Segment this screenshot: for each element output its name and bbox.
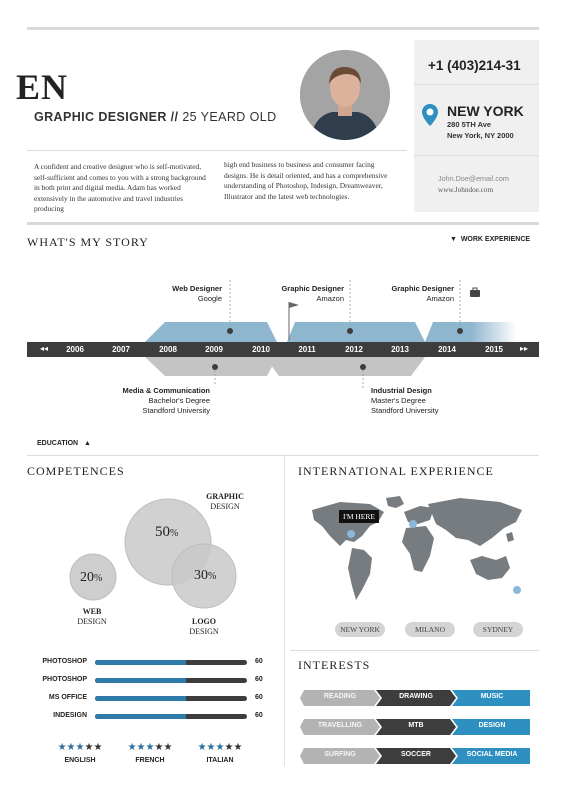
circle-value-web: 20% [80, 570, 103, 585]
interest-label: DRAWING [399, 693, 433, 700]
skill-bars [27, 657, 277, 729]
interests-title: INTERESTS [298, 658, 371, 672]
interest-label: SOCIAL MEDIA [466, 751, 518, 758]
interest-label: MUSIC [480, 693, 504, 700]
address-city: New York, NY 2000 [447, 131, 514, 140]
triangle-up-icon: ▲ [83, 440, 91, 447]
timeline-year: 2015 [485, 345, 503, 354]
education-period-bar [265, 357, 425, 376]
story-title: WHAT'S MY STORY [27, 235, 149, 249]
education-school: Standford University [142, 406, 210, 415]
education-school: Standford University [371, 406, 439, 415]
column-divider [284, 456, 285, 766]
skill-value: 60 [255, 694, 263, 701]
top-rule [27, 27, 539, 30]
circle-value-graphic: 50% [155, 524, 179, 540]
star-icon: ★ [75, 742, 85, 753]
education-toggle[interactable] [37, 440, 91, 447]
timeline-year: 2011 [298, 345, 316, 354]
interest-label: SURFING [324, 751, 356, 758]
skill-bar-track [95, 714, 247, 719]
star-icon: ★ [224, 742, 234, 753]
star-icon: ★ [163, 742, 173, 753]
work-period-bar [425, 322, 517, 342]
contact-divider-2 [414, 155, 539, 156]
avatar [300, 50, 390, 140]
star-icon: ★ [154, 742, 164, 753]
interest-label: MTB [408, 722, 424, 729]
header-divider [27, 150, 407, 151]
skill-value: 60 [255, 712, 263, 719]
star-icon: ★ [127, 742, 137, 753]
map-marker-tooltip: I'M HERE [339, 510, 379, 523]
timeline-years [0, 345, 566, 357]
language-rating [190, 740, 250, 770]
city-pill: SYDNEY [473, 622, 523, 637]
star-icon: ★ [197, 742, 207, 753]
work-experience-label: WORK EXPERIENCE [460, 236, 531, 243]
email-link[interactable]: John.Doe@email.com [438, 174, 509, 183]
interest-label: TRAVELLING [317, 722, 363, 729]
location-pin-icon [421, 103, 439, 127]
timeline-year: 2007 [112, 345, 130, 354]
job-title [34, 110, 277, 124]
timeline-year: 2009 [205, 345, 223, 354]
work-company: Amazon [426, 294, 454, 303]
work-title: Graphic Designer [391, 284, 454, 293]
timeline-year: 2010 [252, 345, 270, 354]
education-degree: Bachelor's Degree [148, 396, 210, 405]
section-rule-2 [27, 455, 539, 456]
timeline-graphic [27, 270, 539, 390]
work-title: Web Designer [172, 284, 222, 293]
star-icon: ★ [84, 742, 94, 753]
work-experience-toggle[interactable] [450, 236, 530, 243]
name-initials: EN [16, 67, 69, 107]
language-ratings [50, 740, 270, 770]
skill-row [27, 711, 277, 723]
city-pill: NEW YORK [335, 622, 385, 637]
star-icon: ★ [136, 742, 146, 753]
competences-title: COMPETENCES [27, 464, 125, 478]
education-degree: Master's Degree [371, 396, 426, 405]
city-name: NEW YORK [447, 103, 524, 119]
address-street: 280 5TH Ave [447, 120, 492, 129]
website-link[interactable]: www.Johndoe.com [438, 186, 494, 194]
circle-label-web: WEB DESIGN [77, 607, 107, 626]
section-rule [27, 222, 539, 225]
circle-value-logo: 30% [194, 568, 217, 583]
language-name: ENGLISH [64, 757, 96, 764]
skill-row [27, 657, 277, 669]
section-rule-3 [290, 650, 539, 651]
skill-bar-fill [95, 696, 186, 701]
timeline-year: 2012 [345, 345, 363, 354]
skill-label: PHOTOSHOP [42, 676, 87, 683]
education-item-2 [371, 386, 481, 416]
world-map [300, 490, 535, 610]
city-pill: MILANO [405, 622, 455, 637]
language-rating [120, 740, 180, 770]
contact-divider-1 [414, 84, 539, 85]
skill-bar-fill [95, 678, 186, 683]
education-label: EDUCATION [37, 440, 79, 447]
language-rating [50, 740, 110, 770]
work-title: Graphic Designer [281, 284, 344, 293]
skill-row [27, 675, 277, 687]
star-icon: ★ [145, 742, 155, 753]
skill-bar-track [95, 660, 247, 665]
skill-value: 60 [255, 658, 263, 665]
skill-label: MS OFFICE [48, 694, 87, 701]
skill-bar-fill [95, 714, 186, 719]
skill-label: INDESIGN [53, 712, 87, 719]
education-title: Industrial Design [371, 386, 432, 395]
rewind-icon: ◂◂ [40, 344, 49, 353]
star-icon: ★ [215, 742, 225, 753]
work-company: Amazon [316, 294, 344, 303]
fast-forward-icon: ▸▸ [520, 344, 529, 353]
language-name: ITALIAN [206, 757, 234, 764]
timeline-year: 2006 [66, 345, 84, 354]
education-title: Media & Communication [122, 386, 210, 395]
triangle-down-icon: ▼ [450, 236, 457, 243]
star-icon: ★ [233, 742, 243, 753]
work-company: Google [197, 294, 222, 303]
international-title: INTERNATIONAL EXPERIENCE [298, 464, 494, 478]
skill-row [27, 693, 277, 705]
interest-label: SOCCER [401, 751, 431, 758]
skill-bar-fill [95, 660, 186, 665]
work-period-bar [145, 322, 277, 342]
interests-grid [300, 690, 532, 770]
skill-value: 60 [255, 676, 263, 683]
skill-bar-track [95, 678, 247, 683]
skill-label: PHOTOSHOP [42, 658, 87, 665]
education-period-bar [145, 357, 277, 376]
job-title-age: 25 YEARD OLD [182, 110, 277, 124]
interest-label: DESIGN [478, 722, 506, 729]
circle-label-graphic: GRAPHIC DESIGN [206, 492, 244, 511]
star-icon: ★ [66, 742, 76, 753]
job-title-role: GRAPHIC DESIGNER // [34, 110, 179, 124]
profile-photo [300, 50, 390, 140]
work-period-bar [287, 322, 425, 342]
language-name: FRENCH [135, 757, 165, 764]
education-item-1 [100, 386, 210, 416]
star-icon: ★ [206, 742, 216, 753]
star-icon: ★ [57, 742, 67, 753]
bio-right: high end business to business and consumer facing designs. He is detail oriented, and has a comprehensive understanding of Photoshop, Indesign, Dreamweaver, Illustrator and the latest web technologies. [224, 160, 388, 201]
phone-number[interactable]: +1 (403)214-31 [428, 58, 521, 73]
bio-left: A confident and creative designer who is self-motivated, self-sufficient and comes to you with a strong background in both print and digital media. Adam has worked extensively in the automotive and travel industries producing [34, 162, 206, 213]
interest-label: READING [323, 693, 357, 700]
star-icon: ★ [93, 742, 103, 753]
timeline-year: 2008 [159, 345, 177, 354]
timeline-year: 2014 [438, 345, 456, 354]
timeline-year: 2013 [391, 345, 409, 354]
skill-bar-track [95, 696, 247, 701]
circle-label-logo: LOGO DESIGN [189, 617, 219, 636]
